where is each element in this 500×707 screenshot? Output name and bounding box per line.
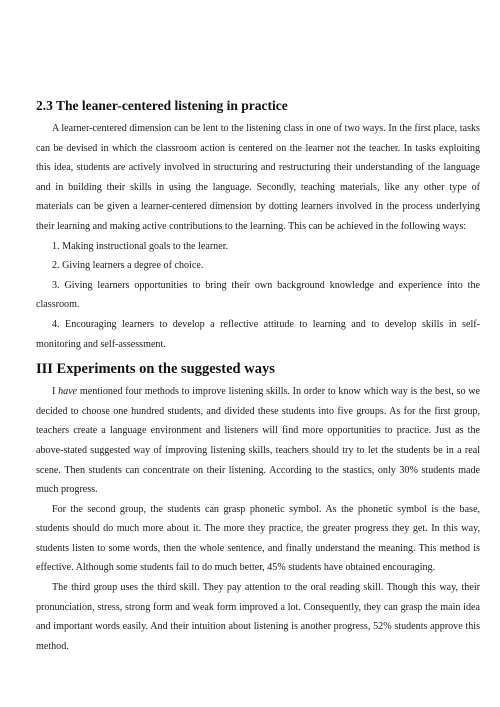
section-heading-3: III Experiments on the suggested ways xyxy=(36,361,275,378)
paragraph-first-group-lead: I xyxy=(52,386,59,398)
document-page xyxy=(36,97,480,656)
paragraph-first-group-rest: mentioned four methods to improve listening skills. In order to know which way is the best, so we decided to choose one hundred students, and divided these students into five groups. As for the first group, teachers create a language environment and listeners will find more opportunities to practice. Just as the above-stated suggested way of improving listening skills, teachers should try to let the students be in a real scene. Then students can concentrate on their listening. According to the stastics, only 30% students made much progress. xyxy=(36,386,480,496)
list-item-1: 1. Making instructional goals to the learner. xyxy=(52,240,229,252)
list-item-3: 3. Giving learners opportunities to bring their own background knowledge and experience into the classroom. xyxy=(36,279,480,311)
section-heading-2-3: 2.3 The leaner-centered listening in practice xyxy=(36,98,288,113)
paragraph-learner-centered: A learner-centered dimension can be lent to the listening class in one of two ways. In the first place, tasks can be devised in which the classroom action is centered on the learner not the teacher. In tasks exploiting this idea, students are actively involved in structuring and restructuring their understanding of the language and in building their skills in using the language. Secondly, teaching materials, like any other type of materials can be given a learner-centered dimension by dotting learners involved in the process underlying their learning and making active contributions to the learning. This can be achieved in the following ways: xyxy=(36,123,480,232)
paragraph-first-group xyxy=(36,382,480,500)
list-item-2: 2. Giving learners a degree of choice. xyxy=(52,260,204,272)
paragraph-third-group: The third group uses the third skill. They pay attention to the oral reading skill. Though this way, their pronunciation, stress, strong form and weak form improved a lot. Consequently, they can grasp the main idea and important words easily. And their intuition about listening is another progress, 52% students approve this method. xyxy=(36,582,480,652)
paragraph-first-group-emphasis: have xyxy=(58,386,78,398)
paragraph-second-group: For the second group, the students can grasp phonetic symbol. As the phonetic symbol is the base, students should do much more about it. The more they practice, the greater progress they get. In this way, students listen to some words, then the whole sentence, and finally understand the meaning. This method is effective. Although some students fail to do much better, 45% students have obtained encouraging. xyxy=(36,503,480,574)
list-item-4: 4. Encouraging learners to develop a reflective attitude to learning and to develop skills in self-monitoring and self-assessment. xyxy=(36,318,480,350)
